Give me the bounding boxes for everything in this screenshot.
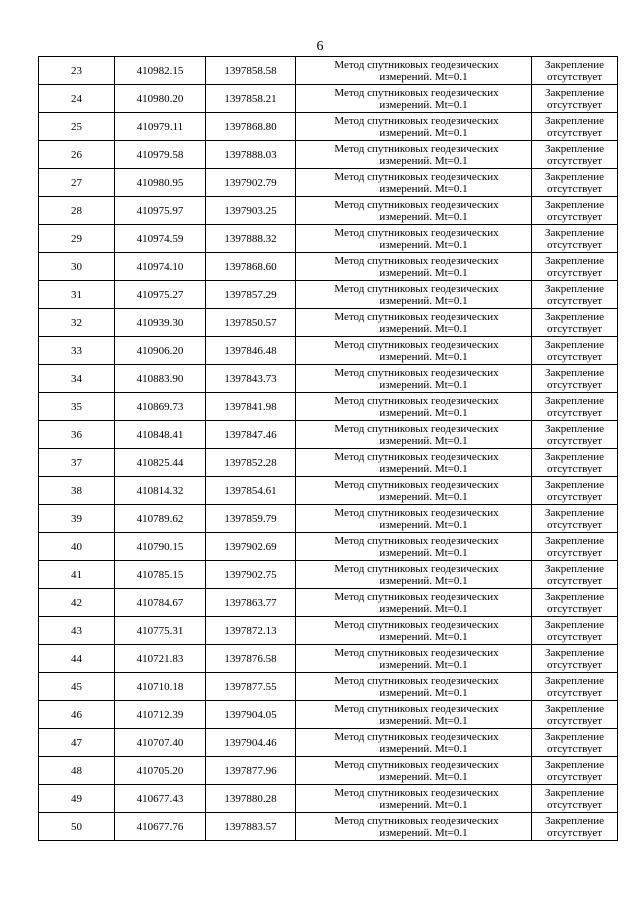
fixation-cell (532, 57, 618, 85)
coordinate-x: 410707.40 (115, 729, 206, 757)
point-number: 31 (39, 281, 115, 309)
fixation-text-line1: Закрепление (544, 506, 605, 519)
method-cell (296, 533, 532, 561)
method-text-line2: измерений. Mt=0.1 (379, 294, 468, 307)
fixation-cell (532, 253, 618, 281)
method-text-line2: измерений. Mt=0.1 (379, 546, 468, 559)
point-number: 24 (39, 85, 115, 113)
coordinate-y: 1397850.57 (206, 309, 296, 337)
point-number: 44 (39, 645, 115, 673)
table-row (39, 701, 618, 729)
method-text-line1: Метод спутниковых геодезических (334, 114, 499, 127)
method-cell (296, 337, 532, 365)
coordinate-x: 410883.90 (115, 365, 206, 393)
coordinate-y: 1397877.96 (206, 757, 296, 785)
fixation-cell (532, 337, 618, 365)
fixation-text-line2: отсутствует (546, 406, 603, 419)
fixation-cell (532, 85, 618, 113)
method-cell (296, 701, 532, 729)
method-text-line2: измерений. Mt=0.1 (379, 98, 468, 111)
coordinate-x: 410848.41 (115, 421, 206, 449)
method-cell (296, 169, 532, 197)
table-row (39, 617, 618, 645)
fixation-text-line2: отсутствует (546, 826, 603, 839)
method-text-line2: измерений. Mt=0.1 (379, 686, 468, 699)
table-row (39, 169, 618, 197)
fixation-text-line2: отсутствует (546, 658, 603, 671)
point-number: 35 (39, 393, 115, 421)
method-cell (296, 757, 532, 785)
fixation-text-line1: Закрепление (544, 170, 605, 183)
method-cell (296, 505, 532, 533)
fixation-text-line2: отсутствует (546, 630, 603, 643)
coordinate-x: 410789.62 (115, 505, 206, 533)
method-text-line1: Метод спутниковых геодезических (334, 590, 499, 603)
method-text-line2: измерений. Mt=0.1 (379, 210, 468, 223)
coordinate-x: 410721.83 (115, 645, 206, 673)
coordinates-table (38, 56, 618, 841)
method-text-line1: Метод спутниковых геодезических (334, 478, 499, 491)
fixation-text-line2: отсутствует (546, 518, 603, 531)
method-text-line2: измерений. Mt=0.1 (379, 378, 468, 391)
fixation-text-line2: отсутствует (546, 742, 603, 755)
method-text-line1: Метод спутниковых геодезических (334, 226, 499, 239)
fixation-cell (532, 785, 618, 813)
fixation-cell (532, 673, 618, 701)
point-number: 28 (39, 197, 115, 225)
method-cell (296, 589, 532, 617)
method-text-line2: измерений. Mt=0.1 (379, 574, 468, 587)
fixation-cell (532, 393, 618, 421)
method-text-line1: Метод спутниковых геодезических (334, 702, 499, 715)
point-number: 32 (39, 309, 115, 337)
point-number: 38 (39, 477, 115, 505)
coordinates-table-body (39, 57, 618, 841)
table-row (39, 449, 618, 477)
fixation-cell (532, 757, 618, 785)
point-number: 27 (39, 169, 115, 197)
method-cell (296, 113, 532, 141)
fixation-text-line2: отсутствует (546, 238, 603, 251)
method-text-line1: Метод спутниковых геодезических (334, 534, 499, 547)
point-number: 39 (39, 505, 115, 533)
fixation-cell (532, 477, 618, 505)
coordinate-y: 1397902.75 (206, 561, 296, 589)
fixation-text-line1: Закрепление (544, 730, 605, 743)
point-number: 49 (39, 785, 115, 813)
table-row (39, 57, 618, 85)
method-text-line1: Метод спутниковых геодезических (334, 282, 499, 295)
fixation-text-line2: отсутствует (546, 98, 603, 111)
method-text-line1: Метод спутниковых геодезических (334, 310, 499, 323)
method-text-line2: измерений. Mt=0.1 (379, 238, 468, 251)
coordinate-y: 1397888.32 (206, 225, 296, 253)
method-text-line2: измерений. Mt=0.1 (379, 350, 468, 363)
fixation-text-line1: Закрепление (544, 86, 605, 99)
method-text-line2: измерений. Mt=0.1 (379, 126, 468, 139)
method-text-line1: Метод спутниковых геодезических (334, 786, 499, 799)
point-number: 46 (39, 701, 115, 729)
method-text-line2: измерений. Mt=0.1 (379, 630, 468, 643)
coordinate-y: 1397843.73 (206, 365, 296, 393)
fixation-text-line1: Закрепление (544, 366, 605, 379)
coordinate-x: 410869.73 (115, 393, 206, 421)
method-text-line2: измерений. Mt=0.1 (379, 182, 468, 195)
coordinate-y: 1397903.25 (206, 197, 296, 225)
fixation-text-line1: Закрепление (544, 534, 605, 547)
coordinate-y: 1397858.21 (206, 85, 296, 113)
fixation-text-line2: отсутствует (546, 686, 603, 699)
coordinate-y: 1397858.58 (206, 57, 296, 85)
table-row (39, 589, 618, 617)
coordinate-y: 1397852.28 (206, 449, 296, 477)
fixation-cell (532, 561, 618, 589)
point-number: 47 (39, 729, 115, 757)
fixation-text-line1: Закрепление (544, 114, 605, 127)
coordinate-y: 1397847.46 (206, 421, 296, 449)
method-text-line2: измерений. Mt=0.1 (379, 658, 468, 671)
table-row (39, 505, 618, 533)
coordinate-y: 1397846.48 (206, 337, 296, 365)
method-text-line1: Метод спутниковых геодезических (334, 674, 499, 687)
fixation-text-line1: Закрепление (544, 198, 605, 211)
method-cell (296, 253, 532, 281)
coordinate-x: 410975.27 (115, 281, 206, 309)
coordinate-y: 1397877.55 (206, 673, 296, 701)
point-number: 43 (39, 617, 115, 645)
method-text-line2: измерений. Mt=0.1 (379, 434, 468, 447)
table-row (39, 309, 618, 337)
coordinate-x: 410784.67 (115, 589, 206, 617)
coordinate-y: 1397854.61 (206, 477, 296, 505)
fixation-text-line1: Закрепление (544, 254, 605, 267)
table-row (39, 673, 618, 701)
fixation-cell (532, 113, 618, 141)
method-cell (296, 393, 532, 421)
fixation-text-line1: Закрепление (544, 758, 605, 771)
table-row (39, 729, 618, 757)
point-number: 45 (39, 673, 115, 701)
table-row (39, 421, 618, 449)
fixation-cell (532, 533, 618, 561)
table-row (39, 533, 618, 561)
fixation-text-line1: Закрепление (544, 814, 605, 827)
method-cell (296, 197, 532, 225)
method-text-line2: измерений. Mt=0.1 (379, 742, 468, 755)
fixation-text-line1: Закрепление (544, 338, 605, 351)
fixation-text-line1: Закрепление (544, 674, 605, 687)
method-text-line1: Метод спутниковых геодезических (334, 394, 499, 407)
point-number: 37 (39, 449, 115, 477)
fixation-text-line1: Закрепление (544, 702, 605, 715)
method-text-line2: измерений. Mt=0.1 (379, 490, 468, 503)
table-row (39, 785, 618, 813)
method-cell (296, 57, 532, 85)
method-text-line1: Метод спутниковых геодезических (334, 366, 499, 379)
fixation-cell (532, 505, 618, 533)
method-text-line1: Метод спутниковых геодезических (334, 758, 499, 771)
method-text-line1: Метод спутниковых геодезических (334, 170, 499, 183)
coordinate-y: 1397868.80 (206, 113, 296, 141)
method-text-line2: измерений. Mt=0.1 (379, 518, 468, 531)
point-number: 25 (39, 113, 115, 141)
coordinate-x: 410980.95 (115, 169, 206, 197)
fixation-text-line2: отсутствует (546, 602, 603, 615)
method-text-line2: измерений. Mt=0.1 (379, 826, 468, 839)
method-text-line1: Метод спутниковых геодезических (334, 646, 499, 659)
method-text-line1: Метод спутниковых геодезических (334, 422, 499, 435)
fixation-text-line1: Закрепление (544, 478, 605, 491)
coordinate-x: 410980.20 (115, 85, 206, 113)
fixation-cell (532, 421, 618, 449)
coordinate-x: 410906.20 (115, 337, 206, 365)
fixation-cell (532, 813, 618, 841)
coordinate-y: 1397904.46 (206, 729, 296, 757)
fixation-text-line2: отсутствует (546, 490, 603, 503)
fixation-cell (532, 365, 618, 393)
fixation-text-line2: отсутствует (546, 714, 603, 727)
point-number: 41 (39, 561, 115, 589)
point-number: 29 (39, 225, 115, 253)
fixation-cell (532, 169, 618, 197)
table-row (39, 141, 618, 169)
fixation-text-line1: Закрепление (544, 786, 605, 799)
coordinate-y: 1397868.60 (206, 253, 296, 281)
coordinate-x: 410979.58 (115, 141, 206, 169)
coordinate-y: 1397841.98 (206, 393, 296, 421)
method-text-line1: Метод спутниковых геодезических (334, 254, 499, 267)
coordinate-x: 410790.15 (115, 533, 206, 561)
fixation-text-line1: Закрепление (544, 422, 605, 435)
coordinate-x: 410785.15 (115, 561, 206, 589)
table-row (39, 645, 618, 673)
fixation-cell (532, 617, 618, 645)
method-text-line1: Метод спутниковых геодезических (334, 58, 499, 71)
point-number: 33 (39, 337, 115, 365)
method-cell (296, 729, 532, 757)
point-number: 26 (39, 141, 115, 169)
coordinate-y: 1397872.13 (206, 617, 296, 645)
table-row (39, 85, 618, 113)
table-row (39, 225, 618, 253)
method-text-line2: измерений. Mt=0.1 (379, 154, 468, 167)
coordinate-x: 410814.32 (115, 477, 206, 505)
method-cell (296, 477, 532, 505)
coordinate-x: 410974.10 (115, 253, 206, 281)
fixation-cell (532, 141, 618, 169)
method-cell (296, 85, 532, 113)
method-cell (296, 365, 532, 393)
coordinate-x: 410979.11 (115, 113, 206, 141)
table-row (39, 113, 618, 141)
point-number: 36 (39, 421, 115, 449)
method-text-line2: измерений. Mt=0.1 (379, 798, 468, 811)
table-row (39, 197, 618, 225)
method-text-line1: Метод спутниковых геодезических (334, 338, 499, 351)
method-cell (296, 309, 532, 337)
fixation-text-line1: Закрепление (544, 394, 605, 407)
table-row (39, 393, 618, 421)
point-number: 50 (39, 813, 115, 841)
fixation-text-line1: Закрепление (544, 58, 605, 71)
fixation-text-line2: отсутствует (546, 378, 603, 391)
fixation-cell (532, 589, 618, 617)
fixation-text-line2: отсутствует (546, 266, 603, 279)
method-text-line2: измерений. Mt=0.1 (379, 322, 468, 335)
fixation-text-line1: Закрепление (544, 282, 605, 295)
fixation-text-line1: Закрепление (544, 450, 605, 463)
method-text-line1: Метод спутниковых геодезических (334, 198, 499, 211)
method-cell (296, 785, 532, 813)
coordinate-x: 410712.39 (115, 701, 206, 729)
fixation-text-line1: Закрепление (544, 310, 605, 323)
point-number: 48 (39, 757, 115, 785)
fixation-text-line2: отсутствует (546, 322, 603, 335)
fixation-cell (532, 225, 618, 253)
coordinate-y: 1397876.58 (206, 645, 296, 673)
table-row (39, 813, 618, 841)
point-number: 40 (39, 533, 115, 561)
point-number: 42 (39, 589, 115, 617)
fixation-text-line2: отсутствует (546, 770, 603, 783)
coordinate-y: 1397883.57 (206, 813, 296, 841)
method-text-line1: Метод спутниковых геодезических (334, 86, 499, 99)
coordinate-y: 1397904.05 (206, 701, 296, 729)
method-text-line2: измерений. Mt=0.1 (379, 602, 468, 615)
fixation-text-line1: Закрепление (544, 562, 605, 575)
method-cell (296, 561, 532, 589)
coordinate-x: 410825.44 (115, 449, 206, 477)
method-text-line2: измерений. Mt=0.1 (379, 462, 468, 475)
method-text-line1: Метод спутниковых геодезических (334, 450, 499, 463)
method-cell (296, 645, 532, 673)
method-text-line1: Метод спутниковых геодезических (334, 506, 499, 519)
table-row (39, 337, 618, 365)
method-text-line1: Метод спутниковых геодезических (334, 730, 499, 743)
coordinate-y: 1397859.79 (206, 505, 296, 533)
coordinate-x: 410939.30 (115, 309, 206, 337)
fixation-text-line2: отсутствует (546, 350, 603, 363)
fixation-text-line2: отсутствует (546, 462, 603, 475)
coordinate-y: 1397902.69 (206, 533, 296, 561)
point-number: 23 (39, 57, 115, 85)
fixation-text-line1: Закрепление (544, 226, 605, 239)
table-row (39, 365, 618, 393)
coordinate-x: 410677.43 (115, 785, 206, 813)
fixation-text-line2: отсутствует (546, 70, 603, 83)
method-text-line1: Метод спутниковых геодезических (334, 142, 499, 155)
method-cell (296, 421, 532, 449)
fixation-text-line2: отсутствует (546, 434, 603, 447)
coordinate-x: 410775.31 (115, 617, 206, 645)
coordinate-x: 410710.18 (115, 673, 206, 701)
method-text-line2: измерений. Mt=0.1 (379, 70, 468, 83)
fixation-text-line2: отсутствует (546, 294, 603, 307)
fixation-text-line2: отсутствует (546, 798, 603, 811)
coordinate-x: 410705.20 (115, 757, 206, 785)
method-cell (296, 673, 532, 701)
method-cell (296, 281, 532, 309)
method-cell (296, 617, 532, 645)
fixation-text-line2: отсутствует (546, 182, 603, 195)
coordinate-x: 410975.97 (115, 197, 206, 225)
table-row (39, 477, 618, 505)
fixation-cell (532, 197, 618, 225)
fixation-text-line1: Закрепление (544, 590, 605, 603)
method-cell (296, 813, 532, 841)
fixation-cell (532, 281, 618, 309)
point-number: 30 (39, 253, 115, 281)
table-row (39, 281, 618, 309)
table-row (39, 757, 618, 785)
table-row (39, 561, 618, 589)
fixation-text-line2: отсутствует (546, 546, 603, 559)
coordinate-y: 1397880.28 (206, 785, 296, 813)
method-text-line2: измерений. Mt=0.1 (379, 406, 468, 419)
fixation-cell (532, 645, 618, 673)
method-cell (296, 141, 532, 169)
fixation-cell (532, 729, 618, 757)
coordinate-y: 1397857.29 (206, 281, 296, 309)
coordinate-x: 410982.15 (115, 57, 206, 85)
fixation-text-line2: отсутствует (546, 574, 603, 587)
coordinate-x: 410677.76 (115, 813, 206, 841)
method-text-line1: Метод спутниковых геодезических (334, 562, 499, 575)
method-cell (296, 225, 532, 253)
point-number: 34 (39, 365, 115, 393)
method-cell (296, 449, 532, 477)
fixation-text-line2: отсутствует (546, 210, 603, 223)
method-text-line2: измерений. Mt=0.1 (379, 266, 468, 279)
fixation-text-line1: Закрепление (544, 618, 605, 631)
coordinate-x: 410974.59 (115, 225, 206, 253)
coordinate-y: 1397888.03 (206, 141, 296, 169)
method-text-line1: Метод спутниковых геодезических (334, 814, 499, 827)
fixation-cell (532, 701, 618, 729)
fixation-text-line1: Закрепление (544, 142, 605, 155)
method-text-line2: измерений. Mt=0.1 (379, 770, 468, 783)
table-row (39, 253, 618, 281)
method-text-line2: измерений. Mt=0.1 (379, 714, 468, 727)
page-number: 6 (316, 39, 324, 54)
fixation-text-line1: Закрепление (544, 646, 605, 659)
method-text-line1: Метод спутниковых геодезических (334, 618, 499, 631)
fixation-cell (532, 309, 618, 337)
coordinate-y: 1397902.79 (206, 169, 296, 197)
fixation-cell (532, 449, 618, 477)
coordinate-y: 1397863.77 (206, 589, 296, 617)
fixation-text-line2: отсутствует (546, 154, 603, 167)
fixation-text-line2: отсутствует (546, 126, 603, 139)
